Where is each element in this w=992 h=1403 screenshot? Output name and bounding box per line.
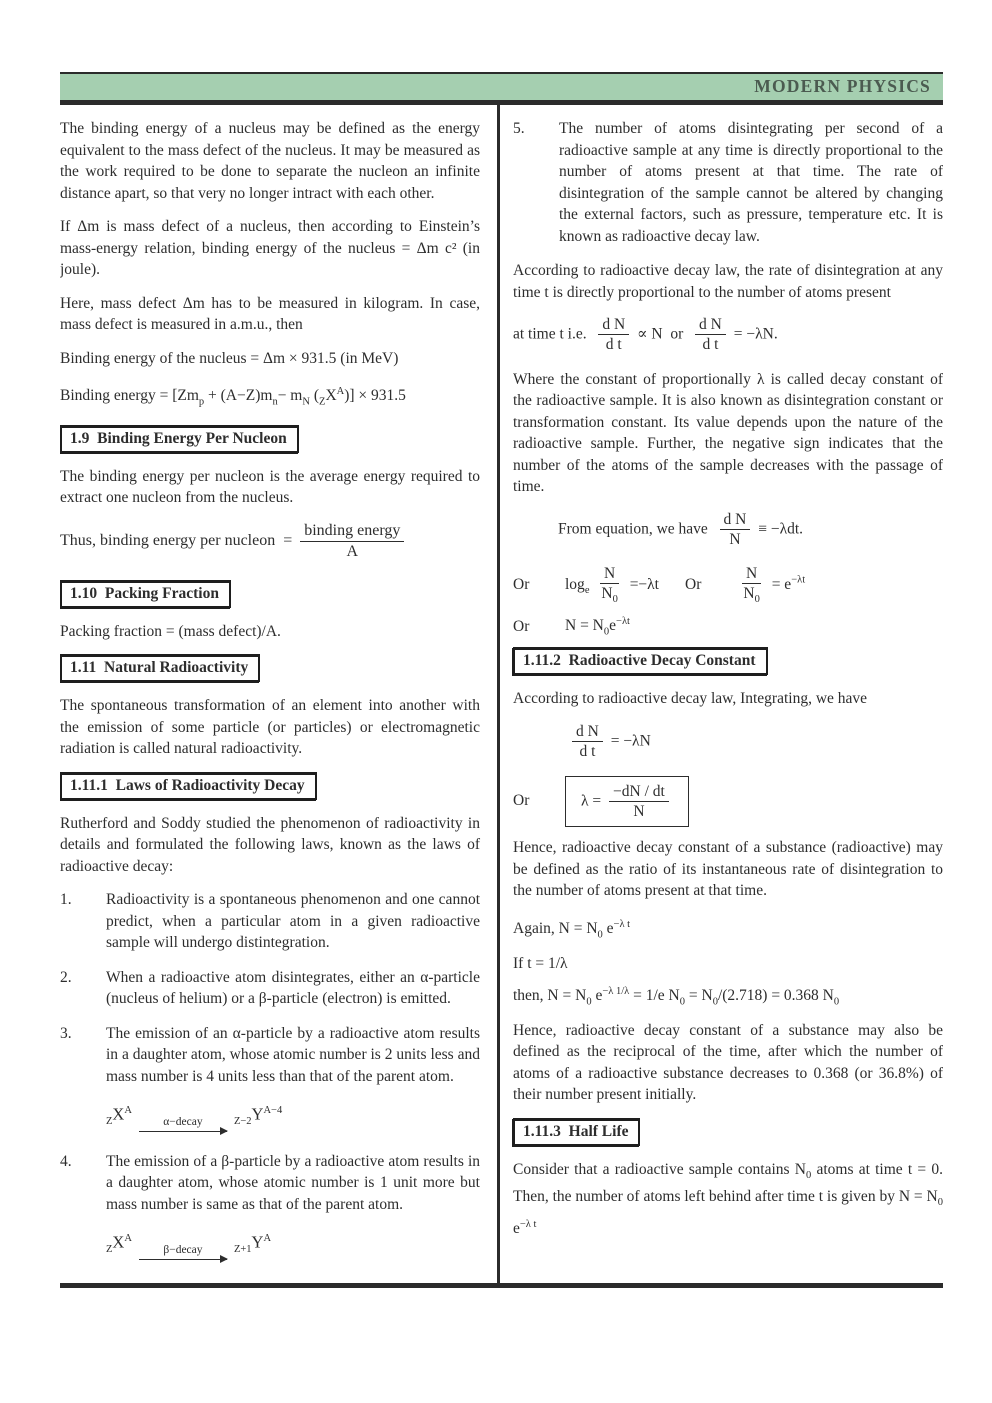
- decay-arrow: α−decay: [139, 1116, 227, 1133]
- paragraph-binding-energy-def: The binding energy of a nucleus may be defined as the energy equivalent to the mass defect of the nucleus. It may be measured as the work required to be done to separate the nucleon an infinite distance apart, so that very no longer intract with each other.: [60, 120, 480, 202]
- column-divider-rule: [497, 105, 500, 1283]
- section-heading-1-11-1: 1.11.1 Laws of Radioactivity Decay: [60, 772, 317, 800]
- fraction: $\frac{-dN / dt}{N}$: [609, 782, 669, 822]
- or-label: Or: [513, 575, 530, 593]
- equation-row-lambda-boxed: [513, 776, 943, 828]
- equation-bepn: Thus, binding energy per nucleon = $\frac{\text{binding energy}}{A}$: [60, 521, 480, 562]
- list-item-text: The emission of a β-particle by a radioactive atom results in a daughter atom, whose atomic number is 1 unit more but mass number is same as that of the parent atom.: [106, 1152, 480, 1213]
- equation-then: then, $N = N_0$ $e^{-\lambda 1/\lambda} = 1/e$ $N_0 = N_0/(2.718) = 0.368$ $N_0$: [513, 986, 840, 1008]
- paragraph-hence-reciprocal: Hence, radioactive decay constant of a substance may also be defined as the reciprocal of the time, after which the number of atoms of a radioactive substance decreases to 0.368 (or 36.8%) of their number present initially.: [513, 1021, 943, 1104]
- list-item-text: Radioactivity is a spontaneous phenomenon and one cannot predict, when a particular atom in a given radioactive sample will undergo distintegration.: [106, 891, 480, 952]
- paragraph-einstein-relation: If Δm is mass defect of a nucleus, then according to Einstein’s mass-energy relation, binding energy of the nucleus = Δm c² (in joule).: [60, 218, 480, 278]
- equation-dndt: $\frac{\text{d N}}{\text{d t}}$ = −λN: [568, 722, 943, 762]
- fraction: $\frac{\text{d N}}{\text{d t}}$: [598, 315, 629, 355]
- list-item-text: When a radioactive atom disintegrates, either an α-particle (nucleus of helium) or a β-particle (electron) is emitted.: [106, 968, 480, 1008]
- bottom-rule: [60, 1283, 943, 1288]
- paragraph-decay-law: According to radioactive decay law, the rate of disintegration at any time t is directly proportional to the number of atoms present: [513, 262, 943, 301]
- fraction: $\frac{\text{d N}}{\text{d t}}$: [695, 315, 726, 355]
- paragraph-half-life: Consider that a radioactive sample contains $N_0$ atoms at time t = 0. Then, the number of atoms left behind after time t is given by $N = N_0$ $e^{-\lambda t}$: [513, 1160, 943, 1238]
- equation-again: Again, $N = N_0$ $e^{-\lambda t}$: [513, 918, 631, 941]
- right-column: [513, 105, 943, 1283]
- list-item-number: 5.: [513, 120, 525, 137]
- equation-if-t: If t = 1/λ: [513, 954, 568, 972]
- left-column: [60, 105, 480, 1283]
- list-item-text: The number of atoms disintegrating per second of a radioactive sample at any time is directly proportional to the number of atoms present at that time. The rate of disintegration of the sample cannot be altered by changing the external factors, such as pressure, temperature etc. It is known as radioactive decay law.: [559, 120, 943, 245]
- section-heading-wrap-1-9: [60, 425, 480, 453]
- list-item-number: 2.: [60, 968, 72, 986]
- paragraph-rutherford-soddy: Rutherford and Soddy studied the phenomenon of radioactivity in details and formulated the following laws, known as the laws of radioactive decay:: [60, 814, 480, 875]
- paragraph-bepn: The binding energy per nucleon is the average energy required to extract one nucleon from the nucleus.: [60, 467, 480, 507]
- section-heading-wrap-1-11-3: [513, 1118, 943, 1146]
- section-heading-wrap-1-10: [60, 580, 480, 608]
- section-heading-1-11: 1.11 Natural Radioactivity: [60, 654, 260, 682]
- equation-from-equation: From equation, we have $\frac{\text{d N}}{N}$ ≡ −λdt.: [558, 510, 804, 549]
- or-label: Or: [513, 792, 530, 810]
- section-heading-wrap-1-11: [60, 654, 480, 682]
- equation-n-exponential: $N = N_0e^{-\lambda t}$: [565, 616, 630, 638]
- fraction: $\frac{\text{d N}}{\text{d t}}$: [572, 722, 603, 762]
- or-label: Or: [513, 617, 530, 635]
- list-item-1: [60, 889, 480, 954]
- section-heading-1-11-3: 1.11.3 Half Life: [513, 1118, 640, 1146]
- paragraph-mass-defect-units: Here, mass defect Δm has to be measured in kilogram. In case, mass defect is measured in a.m.u., then: [60, 294, 480, 333]
- equation-rate-proportional: at time t i.e. $\frac{\text{d N}}{\text{d t}}$ ∝ N or $\frac{\text{d N}}{\text{d t}}$ = −λN.: [513, 316, 778, 354]
- equation-log-ratio: $\log_e$ $\frac{N}{N_0}$ =−λt: [565, 564, 659, 605]
- list-item-3: [60, 1023, 480, 1088]
- page-title: MODERN PHYSICS: [754, 76, 931, 96]
- equation-alpha-decay: $_ZX^A$ α−decay $_{Z-2}Y^{A-4}$: [106, 1100, 480, 1132]
- equation-beta-decay: $_ZX^A$ β−decay $_{Z+1}Y^A$: [106, 1228, 480, 1260]
- page-header: [60, 72, 943, 105]
- equation-row-n: [513, 616, 943, 637]
- or-label: Or: [685, 575, 702, 593]
- equation-row-log: [513, 564, 943, 607]
- section-heading-1-10: 1.10 Packing Fraction: [60, 580, 231, 608]
- fraction: $\frac{N}{N_0}$: [743, 564, 760, 605]
- list-item-5: [513, 118, 943, 247]
- list-item-text: The emission of an α-particle by a radioactive atom results in a daughter atom, whose atomic number is 2 units less and mass number is 4 units less than that of the parent atom.: [106, 1024, 480, 1085]
- equation-exp-ratio: $\frac{N}{N_0}$ = $e^{-\lambda t}$: [735, 564, 805, 607]
- header-bar: [60, 74, 943, 100]
- paragraph-natural-radioactivity: The spontaneous transformation of an element into another with the emission of some particle (or particles) or electromagnetic radiation is called natural radioactivity.: [60, 697, 480, 758]
- paragraph-hence-ratio: Hence, radioactive decay constant of a substance (radioactive) may be defined as the ratio of its instantaneous rate of disintegration to the number of atoms present at that time.: [513, 839, 943, 900]
- list-item-number: 3.: [60, 1024, 72, 1042]
- list-item-number: 4.: [60, 1152, 72, 1170]
- section-heading-wrap-1-11-2: [513, 647, 943, 675]
- two-column-body: [60, 105, 943, 1283]
- section-heading-wrap-1-11-1: [60, 772, 480, 800]
- list-item-4: [60, 1151, 480, 1216]
- list-item-2: [60, 967, 480, 1010]
- section-heading-1-9: 1.9 Binding Energy Per Nucleon: [60, 425, 299, 453]
- equation-lambda-definition-boxed: λ = $\frac{-dN / dt}{N}$: [565, 776, 689, 828]
- section-heading-1-11-2: 1.11.2 Radioactive Decay Constant: [513, 647, 768, 675]
- decay-arrow: β−decay: [139, 1244, 227, 1261]
- paragraph-integrating: According to radioactive decay law, Integrating, we have: [513, 690, 868, 708]
- fraction: $\frac{N}{N_0}$: [601, 564, 618, 605]
- equation-binding-energy-mev: Binding energy of the nucleus = Δm × 931.5 (in MeV): [60, 349, 399, 367]
- paragraph-packing-fraction: Packing fraction = (mass defect)/A.: [60, 622, 281, 640]
- list-item-number: 1.: [60, 891, 72, 909]
- fraction: $\frac{\text{binding energy}}{A}$: [300, 521, 404, 562]
- fraction: $\frac{\text{d N}}{N}$: [720, 510, 751, 550]
- paragraph-decay-constant-lambda: Where the constant of proportionally λ is called decay constant of the radioactive sample. It is also known as disintegration constant or transformation constant. Its value depends upon the nature of the radioactive sample. Further, the negative sign indicates that the number of the atoms of the sample decreases with the passage of time.: [513, 370, 943, 496]
- equation-binding-energy-formula: Binding energy = [$Zm_p + (A-Z)m_n- m_N$ $(_ZX^A)] \times 931.5$: [60, 386, 406, 408]
